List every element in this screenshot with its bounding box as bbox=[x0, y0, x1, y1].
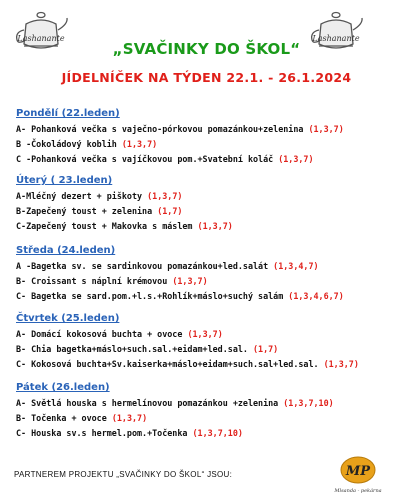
menu-item bbox=[16, 274, 344, 289]
allergens: (1,3,7) bbox=[121, 139, 158, 149]
item-text: C- Kokosová buchta+Sv.kaiserka+máslo+eidam+such.sal+led.sal. bbox=[16, 359, 319, 369]
menu-item bbox=[16, 327, 359, 342]
allergens: (1,3,7) bbox=[172, 276, 208, 286]
menu-item bbox=[16, 189, 233, 204]
allergens: (1,3,7,10) bbox=[192, 428, 243, 438]
menu-week-heading: JÍDELNÍČEK NA TÝDEN 22.1. - 26.1.2024 bbox=[61, 70, 352, 85]
allergens: (1,3,4,6,7) bbox=[288, 291, 344, 301]
day-thursday bbox=[16, 312, 359, 372]
menu-item bbox=[16, 137, 344, 152]
allergens: (1,3,7,10) bbox=[283, 398, 334, 408]
item-text: A -Bagetka sv. se sardinkovou pomazánkou+led.salát bbox=[16, 261, 269, 271]
item-text: C -Pohanková večka s vajíčkovou pom.+Svatební koláč bbox=[16, 154, 279, 164]
item-text: B- Chia bagetka+máslo+such.sal.+eidam+led.sal. bbox=[16, 344, 248, 354]
item-text: C-Zapečený toust + Makovka s máslem bbox=[16, 221, 193, 231]
logo-text-right: Lashanante bbox=[312, 34, 360, 43]
menu-item bbox=[16, 411, 334, 426]
mp-partner-logo bbox=[328, 455, 388, 495]
allergens: (1,7) bbox=[157, 206, 183, 216]
menu-item bbox=[16, 204, 233, 219]
item-text: A- Pohanková večka s vaječno-pórkovou pomazánkou+zelenina bbox=[16, 124, 304, 134]
day-friday bbox=[16, 381, 334, 441]
allergens: (1,3,4,7) bbox=[273, 261, 319, 271]
item-text: B- Točenka + ovoce bbox=[16, 413, 107, 423]
item-text: B -Čokoládový koblih bbox=[16, 139, 117, 149]
item-text: C- Bagetka se sard.pom.+l.s.+Rohlík+máslo+suchý salám bbox=[16, 291, 284, 301]
day-heading: Pátek (26.leden) bbox=[16, 382, 110, 393]
menu-item bbox=[16, 357, 359, 372]
allergens: (1,3,7) bbox=[323, 359, 359, 369]
item-text: A- Domácí kokosová buchta + ovoce bbox=[16, 329, 183, 339]
allergens: (1,3,7) bbox=[111, 413, 148, 423]
allergens: (1,3,7) bbox=[187, 329, 223, 339]
day-tuesday bbox=[16, 174, 233, 234]
menu-item bbox=[16, 426, 334, 441]
allergens: (1,3,7) bbox=[147, 191, 183, 201]
day-heading: Středa (24.leden) bbox=[16, 245, 116, 256]
mp-logo-letters: MP bbox=[345, 464, 371, 479]
project-title: „SVAČINKY DO ŠKOL“ bbox=[112, 40, 301, 58]
item-text: A- Světlá houska s hermelínovou pomazánkou +zelenina bbox=[16, 398, 279, 408]
menu-item bbox=[16, 152, 344, 167]
menu-item bbox=[16, 219, 233, 234]
menu-item bbox=[16, 342, 359, 357]
item-text: B- Croissant s náplní krémovou bbox=[16, 276, 168, 286]
logo-text-left: Lashanante bbox=[17, 34, 65, 43]
allergens: (1,3,7) bbox=[308, 124, 344, 134]
menu-item bbox=[16, 259, 344, 274]
day-heading: Čtvrtek (25.leden) bbox=[16, 313, 120, 324]
allergens: (1,3,7) bbox=[197, 221, 233, 231]
menu-item bbox=[16, 289, 344, 304]
item-text: C- Houska sv.s hermel.pom.+Točenka bbox=[16, 428, 188, 438]
allergens: (1,7) bbox=[253, 344, 279, 354]
menu-item bbox=[16, 122, 344, 137]
day-heading: Úterý ( 23.leden) bbox=[16, 175, 113, 186]
day-monday bbox=[16, 107, 344, 167]
day-wednesday bbox=[16, 244, 344, 304]
day-heading: Pondělí (22.leden) bbox=[16, 108, 120, 119]
item-text: A-Mléčný dezert + piškoty bbox=[16, 191, 143, 201]
menu-item bbox=[16, 396, 334, 411]
item-text: B-Zapečený toust + zelenina bbox=[16, 206, 153, 216]
allergens: (1,3,7) bbox=[278, 154, 314, 164]
partner-footer-text: PARTNEREM PROJEKTU „SVAČINKY DO ŠKOL“ JSOU: bbox=[14, 470, 233, 479]
mp-logo-tagline: Mlsanda - pekárna bbox=[334, 488, 382, 494]
